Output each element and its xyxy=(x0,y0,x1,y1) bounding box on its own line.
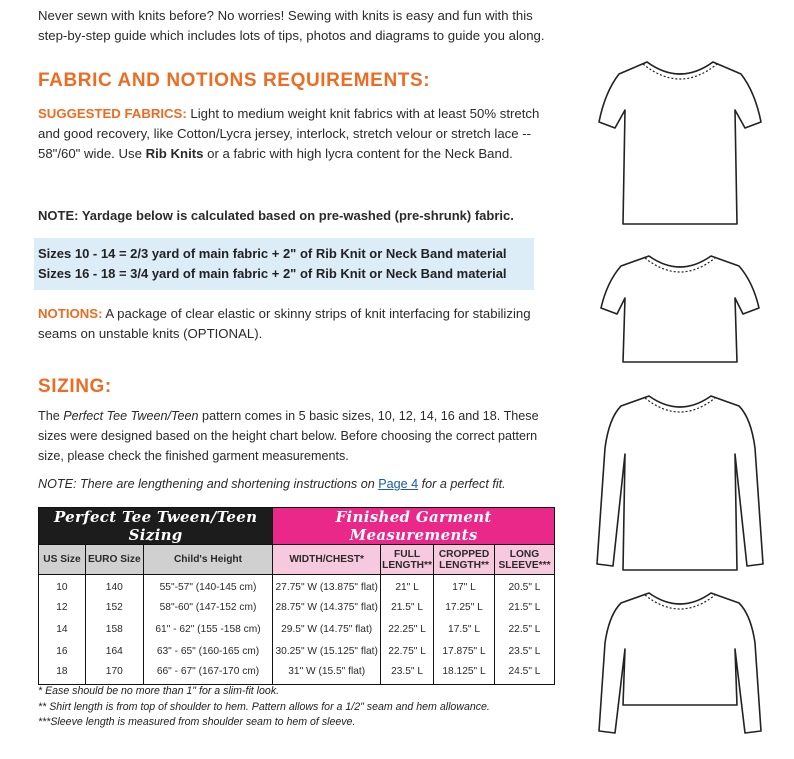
cell: 28.75" W (14.375" flat) xyxy=(273,597,381,619)
cell: 22.75" L xyxy=(381,641,434,663)
suggested-fabrics-text-end: or a fabric with high lycra content for the Neck Band. xyxy=(203,146,513,161)
cell: 17.25" L xyxy=(434,597,495,619)
cell: 170 xyxy=(85,663,143,685)
length-note-text: NOTE: There are lengthening and shortening instructions on xyxy=(38,477,379,491)
cell: 66" - 67" (167-170 cm) xyxy=(143,663,273,685)
fabric-heading: FABRIC AND NOTIONS REQUIREMENTS: xyxy=(38,70,431,91)
table-title-measurements: Finished Garment Measurements xyxy=(273,508,555,545)
cell: 61" - 62" (155 -158 cm) xyxy=(143,619,273,641)
cell: 18 xyxy=(39,663,86,685)
yardage-line-2: Sizes 16 - 18 = 3/4 yard of main fabric + 2" of Rib Knit or Neck Band material xyxy=(38,266,507,281)
table-row xyxy=(39,663,555,685)
cell: 17.875" L xyxy=(434,641,495,663)
suggested-fabrics-text: Light to medium weight knit fabrics with at least 50% stretch and good recovery, like Cotton/Lycra jersey, interlock, stretch velour or stretch lace -- 58"/60" wide. Use xyxy=(38,106,540,161)
cell: 14 xyxy=(39,619,86,641)
intro-paragraph: Never sewn with knits before? No worries! Sewing with knits is easy and fun with this step-by-step guide which includes lots of tips, photos and diagrams to guide you along. xyxy=(38,8,545,43)
cell: 22.5" L xyxy=(495,619,555,641)
cell: 21" L xyxy=(381,575,434,597)
table-row xyxy=(39,575,555,597)
sizing-paragraph xyxy=(38,406,562,466)
notions-text: A package of clear elastic or skinny strips of knit interfacing for stabilizing seams on unstable knits (OPTIONAL). xyxy=(38,306,531,341)
yardage-note: NOTE: Yardage below is calculated based on pre-washed (pre-shrunk) fabric. xyxy=(38,208,514,223)
cell: 17" L xyxy=(434,575,495,597)
yardage-highlight xyxy=(34,238,534,290)
col-cropped-length: CROPPED LENGTH** xyxy=(434,545,495,575)
footnote-length: ** Shirt length is from top of shoulder to hem. Pattern allows for a 1/2" seam and hem allowance. xyxy=(38,701,490,713)
cell: 16 xyxy=(39,641,86,663)
cell: 58"-60" (147-152 cm) xyxy=(143,597,273,619)
cell: 21.5" L xyxy=(495,597,555,619)
page-4-link[interactable]: Page 4 xyxy=(378,477,419,491)
cell: 152 xyxy=(85,597,143,619)
rib-knits-text: Rib Knits xyxy=(145,146,204,161)
cell: 23.5" L xyxy=(381,663,434,685)
cell: 158 xyxy=(85,619,143,641)
col-width-chest: WIDTH/CHEST* xyxy=(273,545,381,575)
cell: 29.5" W (14.75" flat) xyxy=(273,619,381,641)
notions-paragraph xyxy=(38,304,558,344)
long-sleeve-tunic-illustration xyxy=(585,388,775,578)
col-full-length: FULL LENGTH** xyxy=(381,545,434,575)
cell: 24.5" L xyxy=(495,663,555,685)
sizing-text-post: pattern comes in 5 basic sizes, 10, 12, 14, 16 and 18. These sizes were designed based on the height chart below. Before choosing the correct pattern size, please check the finished garment measurements. xyxy=(38,409,539,463)
notions-label: NOTIONS: xyxy=(38,306,103,321)
cell: 140 xyxy=(85,575,143,597)
cropped-tee-illustration xyxy=(585,248,775,368)
length-note-text-end: for a perfect fit. xyxy=(418,477,506,491)
tunic-cap-sleeve-illustration xyxy=(585,52,775,232)
table-title-sizing: Perfect Tee Tween/Teen Sizing xyxy=(39,508,273,545)
long-sleeve-cropped-illustration xyxy=(585,585,775,735)
col-long-sleeve: LONG SLEEVE*** xyxy=(495,545,555,575)
cell: 21.5" L xyxy=(381,597,434,619)
cell: 17.5" L xyxy=(434,619,495,641)
cell: 31" W (15.5" flat) xyxy=(273,663,381,685)
col-height: Child's Height xyxy=(143,545,273,575)
cell: 12 xyxy=(39,597,86,619)
table-row xyxy=(39,641,555,663)
pattern-name: Perfect Tee Tween/Teen xyxy=(63,409,199,423)
table-row xyxy=(39,619,555,641)
suggested-fabrics-paragraph xyxy=(38,104,558,164)
cell: 10 xyxy=(39,575,86,597)
yardage-line-1: Sizes 10 - 14 = 2/3 yard of main fabric + 2" of Rib Knit or Neck Band material xyxy=(38,246,507,261)
footnote-sleeve: ***Sleeve length is measured from shoulder seam to hem of sleeve. xyxy=(38,716,356,728)
sizing-heading: SIZING: xyxy=(38,376,112,397)
cell: 27.75" W (13.875" flat) xyxy=(273,575,381,597)
cell: 23.5" L xyxy=(495,641,555,663)
footnote-ease: * Ease should be no more than 1" for a slim-fit look. xyxy=(38,685,280,697)
length-note xyxy=(38,474,568,494)
table-row xyxy=(39,597,555,619)
cell: 164 xyxy=(85,641,143,663)
cell: 20.5" L xyxy=(495,575,555,597)
cell: 30.25" W (15.125" flat) xyxy=(273,641,381,663)
col-us-size: US Size xyxy=(39,545,86,575)
cell: 18.125" L xyxy=(434,663,495,685)
suggested-fabrics-label: SUGGESTED FABRICS: xyxy=(38,106,187,121)
cell: 63" - 65" (160-165 cm) xyxy=(143,641,273,663)
sizing-table xyxy=(38,507,555,685)
sizing-text-pre: The xyxy=(38,409,64,423)
cell: 22.25" L xyxy=(381,619,434,641)
col-euro-size: EURO Size xyxy=(85,545,143,575)
cell: 55"-57" (140-145 cm) xyxy=(143,575,273,597)
